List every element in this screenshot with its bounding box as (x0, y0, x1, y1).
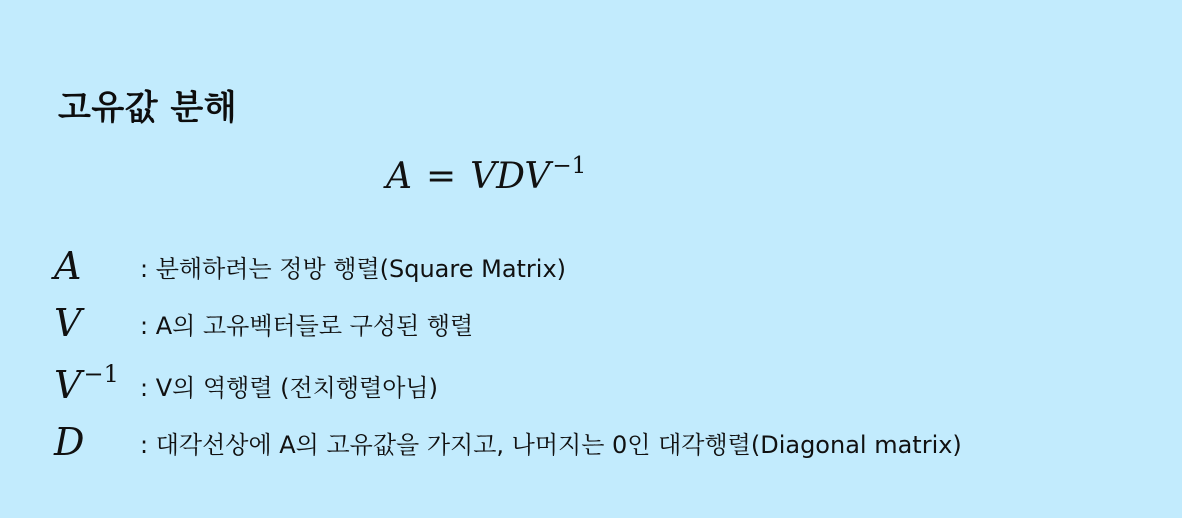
legend-item-d (0, 420, 1182, 468)
legend-item-v-inverse (0, 360, 1182, 411)
legend-symbol: $V^{-1}$ (54, 360, 119, 407)
legend-description: : V의 역행렬 (전치행렬아님) (140, 374, 438, 402)
page-title: 고유값 분해 (58, 88, 238, 128)
legend-symbol: A (54, 244, 82, 288)
legend-symbol-exponent: −1 (83, 360, 119, 388)
equation-lhs: A (386, 156, 412, 197)
eigendecomposition-equation (386, 153, 587, 197)
legend-description: : 분해하려는 정방 행렬(Square Matrix) (140, 255, 567, 283)
equation-exponent: −1 (552, 153, 587, 179)
equation-operator: = (426, 156, 457, 197)
legend-item-a (0, 244, 1182, 292)
legend-description: : 대각선상에 A의 고유값을 가지고, 나머지는 0인 대각행렬(Diagonal matrix) (140, 431, 962, 459)
legend-symbol: V (54, 301, 82, 345)
legend-symbol: D (54, 420, 85, 464)
legend-item-v (0, 301, 1182, 349)
equation-rhs: VDV (470, 156, 551, 197)
legend-description: : A의 고유벡터들로 구성된 행렬 (140, 312, 474, 340)
